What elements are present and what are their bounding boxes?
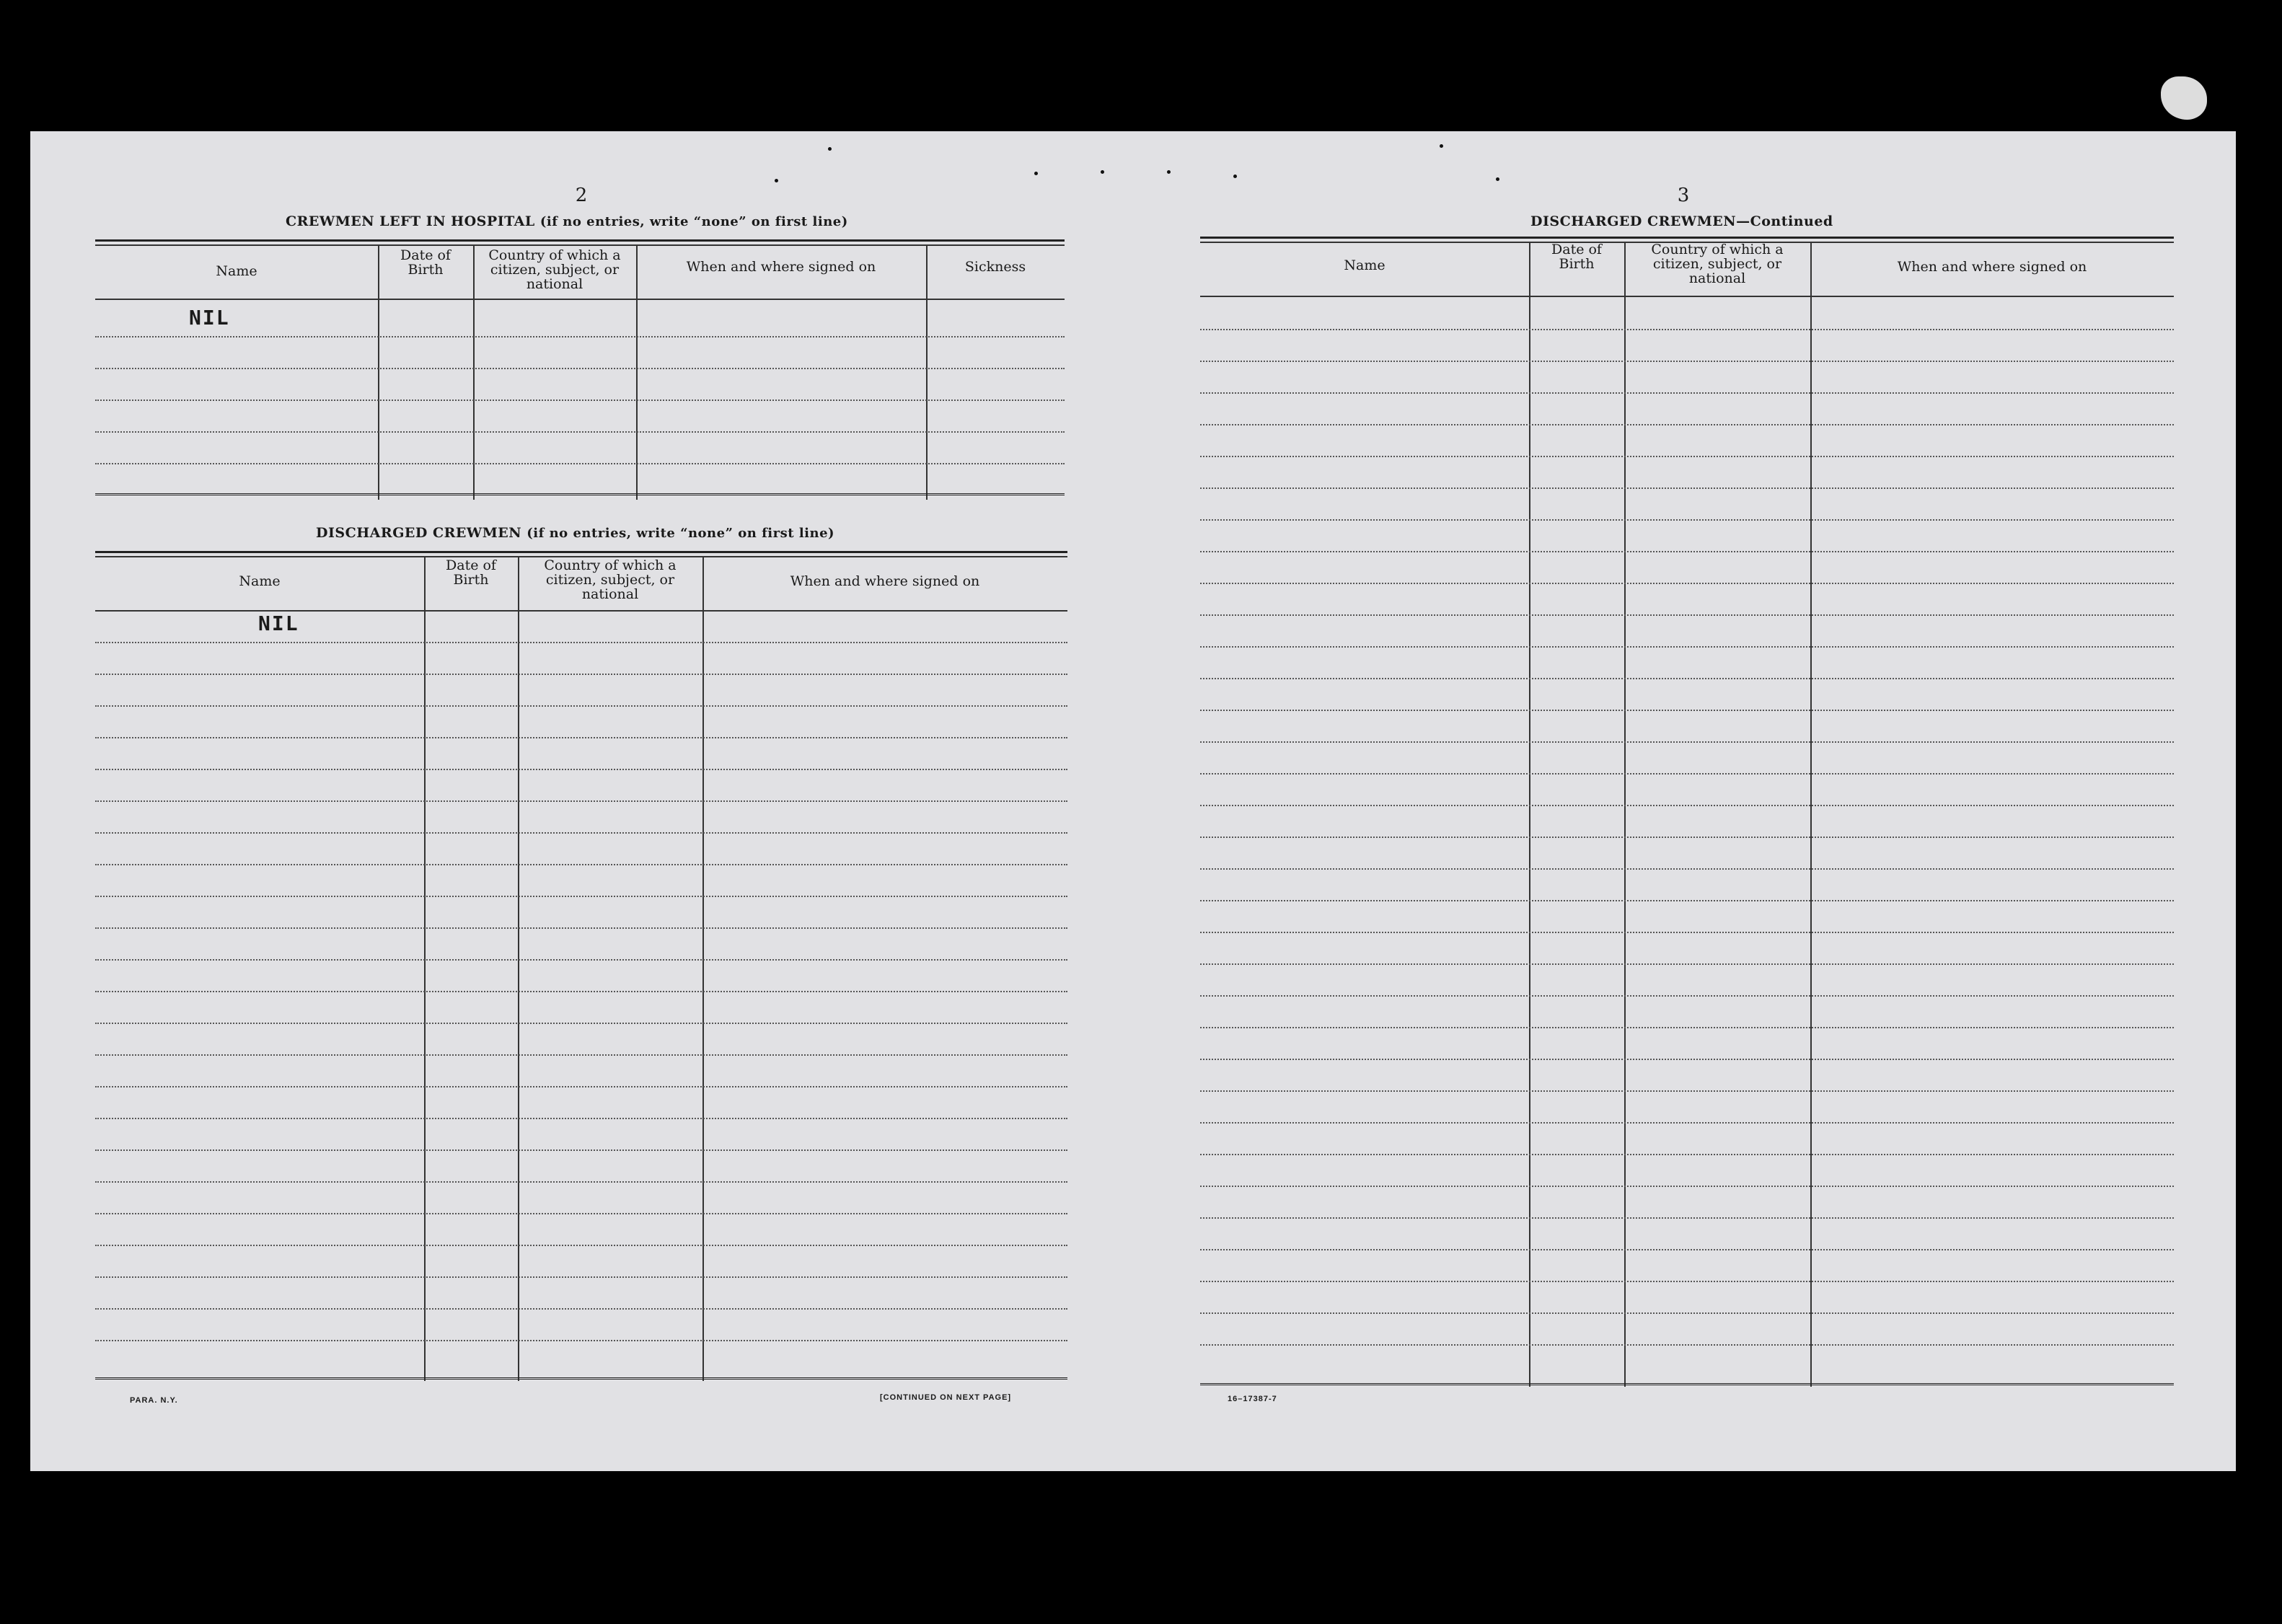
continued-col-dob: Date of Birth [1551, 242, 1602, 272]
continued-col-name: Name [1344, 257, 1386, 273]
footer-continued: [CONTINUED ON NEXT PAGE] [880, 1393, 1012, 1402]
hospital-col-dob: Date of Birth [400, 247, 451, 278]
hospital-col-name: Name [216, 263, 257, 279]
scan-speck [1167, 170, 1171, 174]
discharged-continued-title [1530, 213, 1833, 229]
scan-speck [1233, 175, 1237, 178]
hospital-title-text: CREWMEN LEFT IN HOSPITAL [286, 213, 535, 229]
hospital-table [95, 239, 1065, 500]
scan-speck [1034, 172, 1038, 175]
discharged-title-text: DISCHARGED CREWMEN [316, 525, 522, 541]
discharged-continued-table [1200, 237, 2174, 1393]
discharged-col-signed-on: When and where signed on [790, 573, 980, 589]
scan-speck [828, 147, 832, 151]
hospital-col-country: Country of which a citizen, subject, or national [488, 247, 621, 292]
document-sheet [30, 131, 2236, 1471]
scan-speck [1101, 170, 1104, 174]
discharged-section-title [316, 525, 834, 541]
discharged-entry-nil: NIL [258, 612, 299, 635]
discharged-col-name: Name [239, 573, 281, 589]
continued-col-signed-on: When and where signed on [1897, 259, 2087, 275]
scan-damage-mark [2161, 76, 2207, 120]
discharged-col-dob: Date of Birth [446, 557, 496, 588]
hospital-col-sickness: Sickness [964, 259, 1026, 275]
hospital-section-title [286, 213, 848, 229]
scan-speck [775, 179, 778, 182]
page-number-left: 2 [575, 185, 588, 206]
hospital-entry-nil: NIL [189, 306, 230, 330]
discharged-col-country: Country of which a citizen, subject, or national [544, 557, 677, 602]
hospital-col-signed-on: When and where signed on [686, 259, 876, 275]
discharged-title-note: (if no entries, write “none” on first line) [527, 526, 835, 541]
continued-col-country: Country of which a citizen, subject, or national [1651, 242, 1784, 286]
continued-title-text: DISCHARGED CREWMEN [1530, 213, 1737, 229]
discharged-table [95, 551, 1067, 1390]
continued-title-suffix: —Continued [1736, 213, 1833, 229]
hospital-title-note: (if no entries, write “none” on first line) [539, 214, 848, 229]
footer-printer: PARA. N.Y. [130, 1396, 178, 1405]
scan-speck [1496, 177, 1499, 181]
scan-speck [1440, 144, 1443, 148]
page-number-right: 3 [1677, 185, 1690, 206]
footer-form-number: 16–17387-7 [1228, 1395, 1277, 1403]
